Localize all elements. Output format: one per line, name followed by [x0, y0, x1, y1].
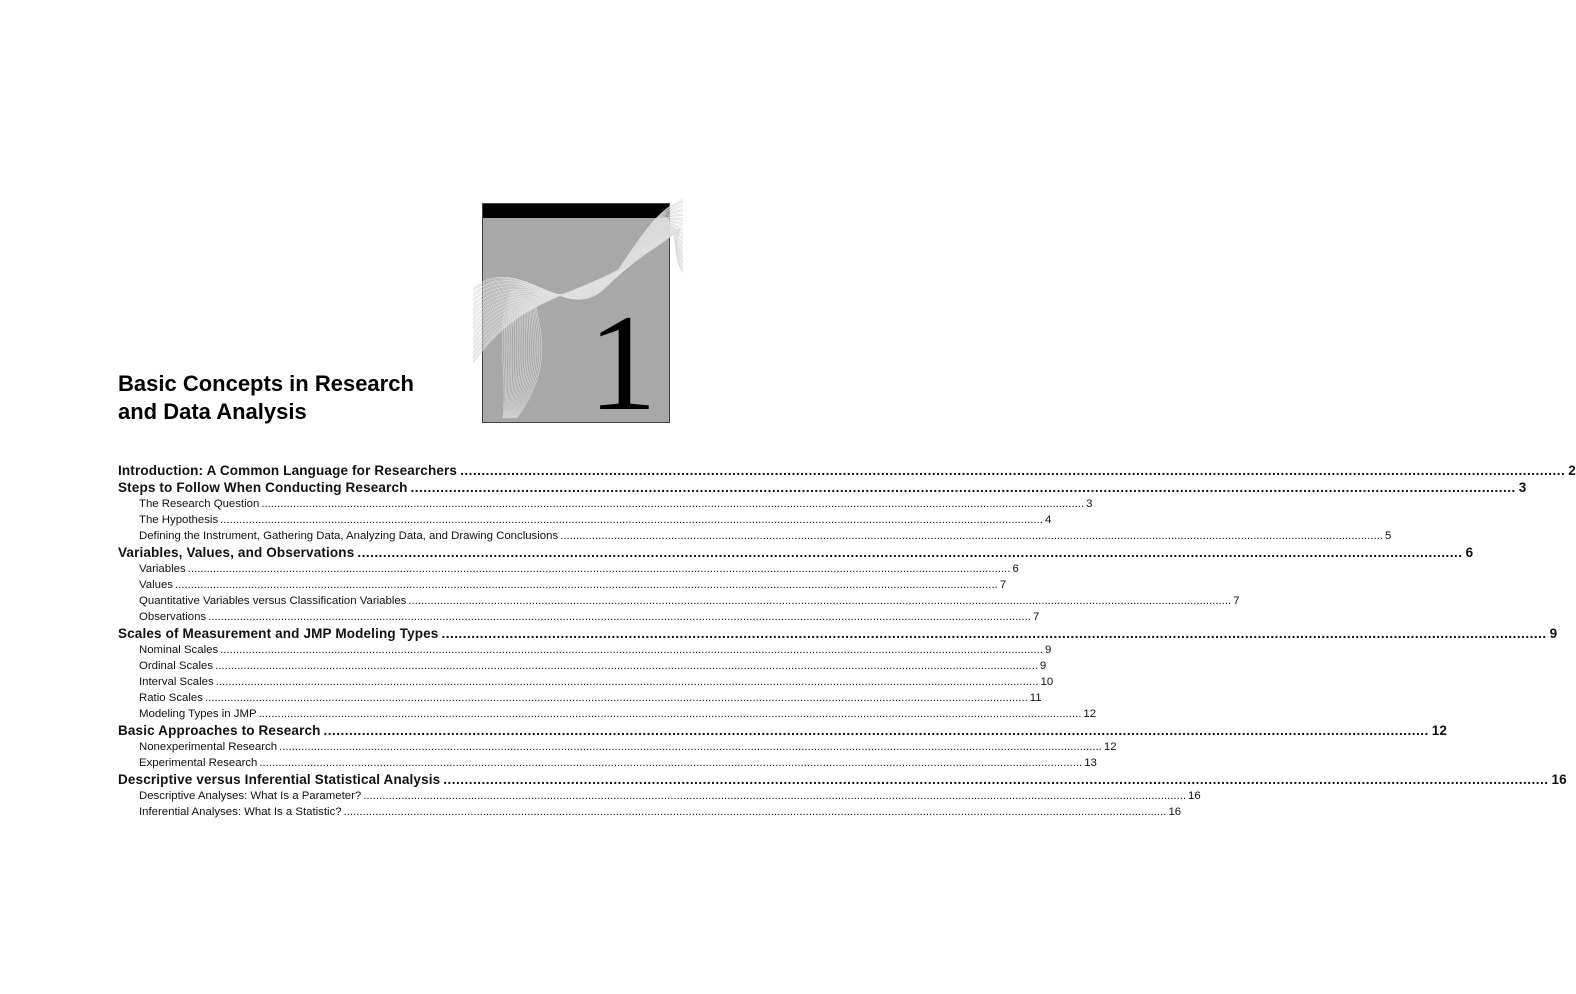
toc-leader-dots: ....................................................................................................................................................................................................................................................................: [441, 626, 1547, 641]
toc-entry-title: Modeling Types in JMP: [139, 708, 257, 720]
toc-section-page: 16: [1551, 772, 1567, 787]
toc-section-heading[interactable]: [118, 771, 1567, 788]
toc-entry-title: Nonexperimental Research: [139, 741, 278, 753]
toc-entry-title: Nominal Scales: [139, 644, 219, 656]
toc-entry-title: Inferential Analyses: What Is a Statistic?: [139, 806, 342, 818]
toc-entry[interactable]: [118, 755, 1097, 771]
toc-entry-title: Values: [139, 579, 173, 591]
toc-leader-dots: ....................................................................................................................................................................................................................................................................: [208, 611, 1031, 623]
toc-entry-page: 9: [1039, 660, 1047, 672]
toc-entry-page: 7: [999, 579, 1007, 591]
toc-entry-page: 13: [1084, 757, 1097, 769]
toc-entry-page: 12: [1083, 708, 1097, 720]
toc-leader-dots: ....................................................................................................................................................................................................................................................................: [410, 480, 1516, 495]
toc-entry[interactable]: [118, 577, 1007, 593]
chapter-number: 1: [588, 286, 657, 439]
toc-leader-dots: ....................................................................................................................................................................................................................................................................: [279, 741, 1102, 753]
toc-entry-title: Ratio Scales: [139, 692, 203, 704]
toc-entry-title: Quantitative Variables versus Classification Variables: [139, 595, 407, 607]
toc-entry-title: Interval Scales: [139, 676, 214, 688]
toc-section: [118, 479, 1527, 544]
toc-entry[interactable]: [118, 804, 1182, 820]
toc-entry-page: 6: [1012, 563, 1019, 575]
toc-entry[interactable]: [118, 512, 1052, 528]
chapter-title-line2: and Data Analysis: [118, 399, 307, 424]
toc-section: [118, 722, 1448, 771]
toc-section: [118, 462, 1576, 479]
toc-leader-dots: ....................................................................................................................................................................................................................................................................: [187, 563, 1011, 575]
toc-entry-page: 16: [1188, 790, 1201, 802]
toc-entry-page: 16: [1168, 806, 1182, 818]
toc-entry[interactable]: [118, 674, 1054, 690]
toc-section: [118, 544, 1474, 625]
toc-leader-dots: ....................................................................................................................................................................................................................................................................: [174, 579, 998, 591]
toc-entry-page: 10: [1040, 676, 1054, 688]
toc-leader-dots: ....................................................................................................................................................................................................................................................................: [357, 545, 1463, 560]
table-of-contents: [118, 462, 1576, 820]
toc-entry-title: Observations: [139, 611, 207, 623]
toc-section-page: 3: [1518, 480, 1527, 495]
toc-entry-title: Variables: [139, 563, 186, 575]
toc-entry-page: 12: [1103, 741, 1117, 753]
toc-leader-dots: ....................................................................................................................................................................................................................................................................: [220, 514, 1043, 526]
toc-leader-dots: ....................................................................................................................................................................................................................................................................: [343, 806, 1167, 818]
toc-entry[interactable]: [118, 593, 1240, 609]
toc-entry[interactable]: [118, 642, 1052, 658]
toc-leader-dots: ....................................................................................................................................................................................................................................................................: [443, 772, 1549, 787]
toc-section-page: 6: [1465, 545, 1474, 560]
toc-section: [118, 771, 1567, 820]
toc-entry-title: Experimental Research: [139, 757, 258, 769]
toc-leader-dots: ....................................................................................................................................................................................................................................................................: [259, 757, 1083, 769]
toc-section-title: Variables, Values, and Observations: [118, 545, 355, 560]
toc-entry-title: Defining the Instrument, Gathering Data, Analyzing Data, and Drawing Conclusions: [139, 530, 559, 542]
toc-entry[interactable]: [118, 609, 1040, 625]
toc-section-title: Introduction: A Common Language for Researchers: [118, 463, 458, 478]
toc-entry-page: 9: [1044, 644, 1052, 656]
toc-leader-dots: ....................................................................................................................................................................................................................................................................: [408, 595, 1232, 607]
toc-leader-dots: ....................................................................................................................................................................................................................................................................: [220, 644, 1043, 656]
toc-section-page: 12: [1431, 723, 1448, 738]
toc-section: [118, 625, 1558, 722]
toc-section-heading[interactable]: [118, 544, 1474, 561]
toc-section-heading[interactable]: [118, 462, 1576, 479]
toc-entry-title: Ordinal Scales: [139, 660, 214, 672]
toc-entry-page: 11: [1029, 692, 1042, 704]
toc-section-heading[interactable]: [118, 625, 1558, 642]
toc-section-page: 9: [1549, 626, 1558, 641]
toc-section-heading[interactable]: [118, 722, 1448, 739]
toc-section-title: Basic Approaches to Research: [118, 723, 321, 738]
toc-leader-dots: ....................................................................................................................................................................................................................................................................: [204, 692, 1028, 704]
toc-entry-page: 7: [1233, 595, 1240, 607]
toc-section-page: 2: [1568, 463, 1576, 478]
toc-entry[interactable]: [118, 739, 1117, 755]
toc-leader-dots: ....................................................................................................................................................................................................................................................................: [363, 790, 1187, 802]
toc-leader-dots: ....................................................................................................................................................................................................................................................................: [460, 463, 1566, 478]
toc-entry-title: Descriptive Analyses: What Is a Parameter?: [139, 790, 362, 802]
toc-entry[interactable]: [118, 690, 1042, 706]
chapter-title: [118, 370, 478, 426]
chapter-artwork: [482, 203, 670, 439]
toc-section-heading[interactable]: [118, 479, 1527, 496]
toc-leader-dots: ....................................................................................................................................................................................................................................................................: [215, 660, 1038, 672]
ribbon-line: [473, 208, 683, 298]
toc-entry-page: 4: [1044, 514, 1052, 526]
toc-leader-dots: ....................................................................................................................................................................................................................................................................: [215, 676, 1039, 688]
toc-entry-title: The Research Question: [139, 498, 260, 510]
toc-entry-title: The Hypothesis: [139, 514, 219, 526]
toc-entry[interactable]: [118, 561, 1019, 577]
toc-entry-page: 5: [1384, 530, 1392, 542]
toc-leader-dots: ....................................................................................................................................................................................................................................................................: [323, 723, 1429, 738]
toc-entry[interactable]: [118, 706, 1097, 722]
chapter-title-line1: Basic Concepts in Research: [118, 371, 414, 396]
toc-leader-dots: ....................................................................................................................................................................................................................................................................: [560, 530, 1383, 542]
chapter-artwork-bar: [483, 204, 669, 218]
toc-entry[interactable]: [118, 528, 1392, 544]
toc-leader-dots: ....................................................................................................................................................................................................................................................................: [258, 708, 1082, 720]
toc-section-title: Scales of Measurement and JMP Modeling Types: [118, 626, 439, 641]
toc-entry-page: 3: [1086, 498, 1093, 510]
toc-entry[interactable]: [118, 788, 1201, 804]
toc-entry[interactable]: [118, 658, 1047, 674]
toc-section-title: Steps to Follow When Conducting Research: [118, 480, 408, 495]
toc-section-title: Descriptive versus Inferential Statistical Analysis: [118, 772, 441, 787]
toc-leader-dots: ....................................................................................................................................................................................................................................................................: [261, 498, 1085, 510]
toc-entry-page: 7: [1032, 611, 1040, 623]
toc-entry[interactable]: [118, 496, 1093, 512]
